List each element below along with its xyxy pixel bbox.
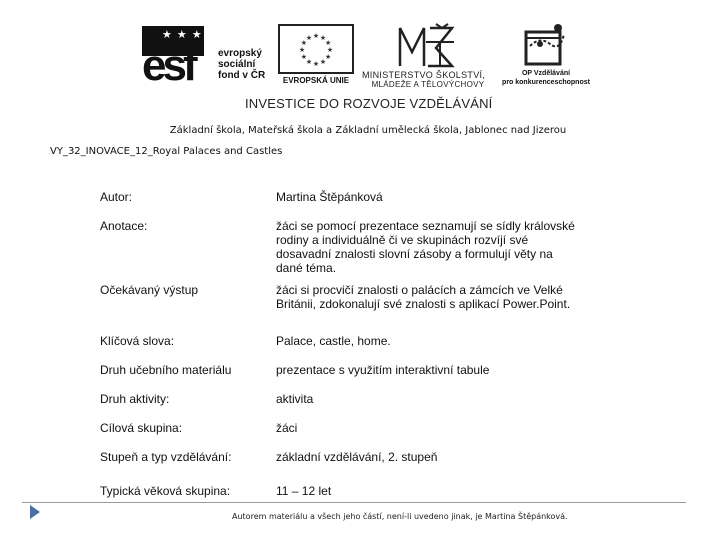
- row-label: Autor:: [100, 190, 133, 204]
- row-value: základní vzdělávání, 2. stupeň: [276, 450, 438, 464]
- eu-star-icon: ★: [324, 54, 332, 61]
- op-line-1: OP Vzdělávání: [521, 70, 571, 77]
- banner-title: INVESTICE DO ROZVOJE VZDĚLÁVÁNÍ: [245, 96, 493, 111]
- row-label: Druh učebního materiálu: [100, 363, 232, 377]
- row-label: Očekávaný výstup: [100, 283, 199, 297]
- row-value: Palace, castle, home.: [276, 334, 391, 348]
- eu-star-icon: ★: [300, 54, 308, 61]
- row-label: Typická věková skupina:: [100, 484, 231, 498]
- row-value: Martina Štěpánková: [276, 190, 383, 204]
- row-value: prezentace s využitím interaktivní tabule: [276, 363, 490, 377]
- material-id: VY_32_INOVACE_12_Royal Palaces and Castles: [50, 146, 283, 157]
- msmt-line-2: MLÁDEŽE A TĚLOVÝCHOVY: [371, 80, 485, 89]
- msmt-logo: [362, 22, 494, 92]
- esf-logo-word: esf: [142, 41, 194, 90]
- eu-star-icon: ★: [305, 34, 313, 42]
- esf-line-1: evropský: [218, 48, 262, 59]
- row-value: žáci: [276, 421, 298, 435]
- row-value: žáci si procvičí znalosti o palácích a zámcích ve Velké Británii, zdokonalují své znalosti s aplikací Power.Point.: [276, 283, 571, 311]
- footer-credit: Autorem materiálu a všech jeho částí, není-li uvedeno jinak, je Martina Štěpánková.: [232, 512, 568, 521]
- row-value: 11 – 12 let: [276, 484, 332, 498]
- eu-logo: [278, 24, 354, 88]
- op-logo: [500, 22, 592, 92]
- msmt-line-1: MINISTERSTVO ŠKOLSTVÍ,: [362, 70, 486, 80]
- next-slide-arrow-icon[interactable]: [30, 505, 40, 519]
- school-name-text: Základní škola, Mateřská škola a Základní umělecká škola, Jablonec nad Jizerou: [169, 125, 567, 136]
- eu-label: EVROPSKÁ UNIE: [282, 76, 350, 85]
- esf-line-2: sociální: [218, 59, 256, 70]
- row-label: Stupeň a typ vzdělávání:: [100, 450, 232, 464]
- esf-logo: [142, 26, 272, 88]
- footer-divider: [22, 502, 686, 503]
- eu-star-icon: ★: [300, 40, 308, 47]
- esf-line-3: fond v ČR: [218, 70, 266, 81]
- esf-logo-text: [218, 48, 265, 81]
- row-label: Klíčová slova:: [100, 334, 175, 348]
- eu-star-icon: ★: [298, 47, 306, 54]
- star-icon: ★ ★ ★: [162, 29, 203, 41]
- row-value: aktivita: [276, 392, 314, 406]
- logo-band: [0, 0, 720, 120]
- eu-star-icon: ★: [326, 47, 334, 54]
- row-label: Anotace:: [100, 219, 148, 233]
- eu-star-icon: ★: [312, 61, 320, 68]
- school-name: [0, 125, 720, 136]
- msmt-mark-icon: [396, 22, 456, 68]
- op-mark-icon: [520, 22, 570, 68]
- eu-star-icon: ★: [324, 40, 332, 47]
- op-line-2: pro konkurenceschopnost: [502, 79, 590, 86]
- eu-flag-icon: [278, 24, 354, 74]
- eu-star-icon: ★: [312, 33, 320, 40]
- row-label: Cílová skupina:: [100, 421, 183, 435]
- eu-star-icon: ★: [319, 34, 327, 42]
- eu-star-icon: ★: [305, 59, 313, 67]
- eu-stars-icon: [280, 26, 352, 72]
- eu-star-icon: ★: [319, 59, 327, 67]
- row-label: Druh aktivity:: [100, 392, 170, 406]
- row-value: žáci se pomocí prezentace seznamují se sídly královské rodiny a individuálně či ve skupinách rozvíjí své dosavadní znalosti slovní zásoby a formulují věty na dané téma.: [276, 219, 575, 275]
